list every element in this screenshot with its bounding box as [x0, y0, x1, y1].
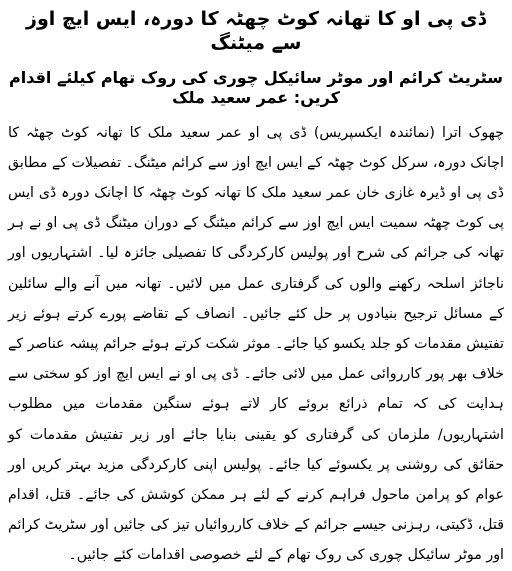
article-body: چھوک اترا (نمائندہ ایکسپریس) ڈی پی او عمر سعید ملک کا تھانہ کوٹ چھٹہ کا اچانک دورہ، سرکل کوٹ چھٹہ کے ایس ایچ اوز سے کرائم میٹنگ۔ تفصیلات کے مطابق ڈی پی او ڈیرہ غازی خان عمر سعید ملک کا تھانہ کوٹ چھٹہ کا اچانک دورہ ڈی ایس پی کوٹ چھٹہ سمیت ایس ایچ اوز سے کرائم میٹنگ کے دوران میٹنگ ڈی پی او نے ہر تھانہ کی جرائم کی شرح اور پولیس کارکردگی کا تفصیلی جائزہ لیا۔ اشتہاریوں اور ناجائز اسلحہ رکھنے والوں کی گرفتاری عمل میں لائیں۔ تھانہ میں آنے والے سائلین کے مسائل ترجیح بنیادوں پر حل کئے جائیں۔ انصاف کے تقاضے پورے کرتے ہوئے زیر تفتیش مقدمات کو جلد یکسو کیا جائے۔ موثر شکت کرتے ہوئے جرائم پیشہ عناصر کے خلاف بھر پور کارروائی عمل میں لائی جائے۔ ڈی پی او نے ایس ایچ اوز کو سختی سے ہدایت کی کہ تمام ذرائع بروئے کار لاتے ہوئے سنگین مقدمات میں مطلوب اشتہاریوں/ ملزمان کی گرفتاری کو یقینی بنایا جائے اور زیر تفتیش مقدمات کو حقائق کی روشنی پر یکسوئے کیا جائے۔ پولیس اپنی کارکردگی مزید بہتر کریں اور عوام کو پرامن ماحول فراہم کرنے کے لئے ہر ممکن کوشش کی جائے۔ قتل، اقدام قتل، ڈکیتی، رہزنی جیسے جرائم کے خلاف کارروائیاں تیز کی جائیں اور سٹریٹ کرائم اور موٹر سائیکل چوری کی روک تھام کے لئے خصوصی اقدامات کئے جائیں۔	[8, 124, 504, 564]
article-headline: ڈی پی او کا تھانہ کوٹ چھٹہ کا دورہ، ایس ایچ اوز سے میٹنگ	[26, 8, 486, 54]
article-subheadline: سٹریٹ کرائم اور موٹر سائیکل چوری کی روک تھام کیلئے اقدام کریں: عمر سعید ملک	[8, 67, 504, 107]
